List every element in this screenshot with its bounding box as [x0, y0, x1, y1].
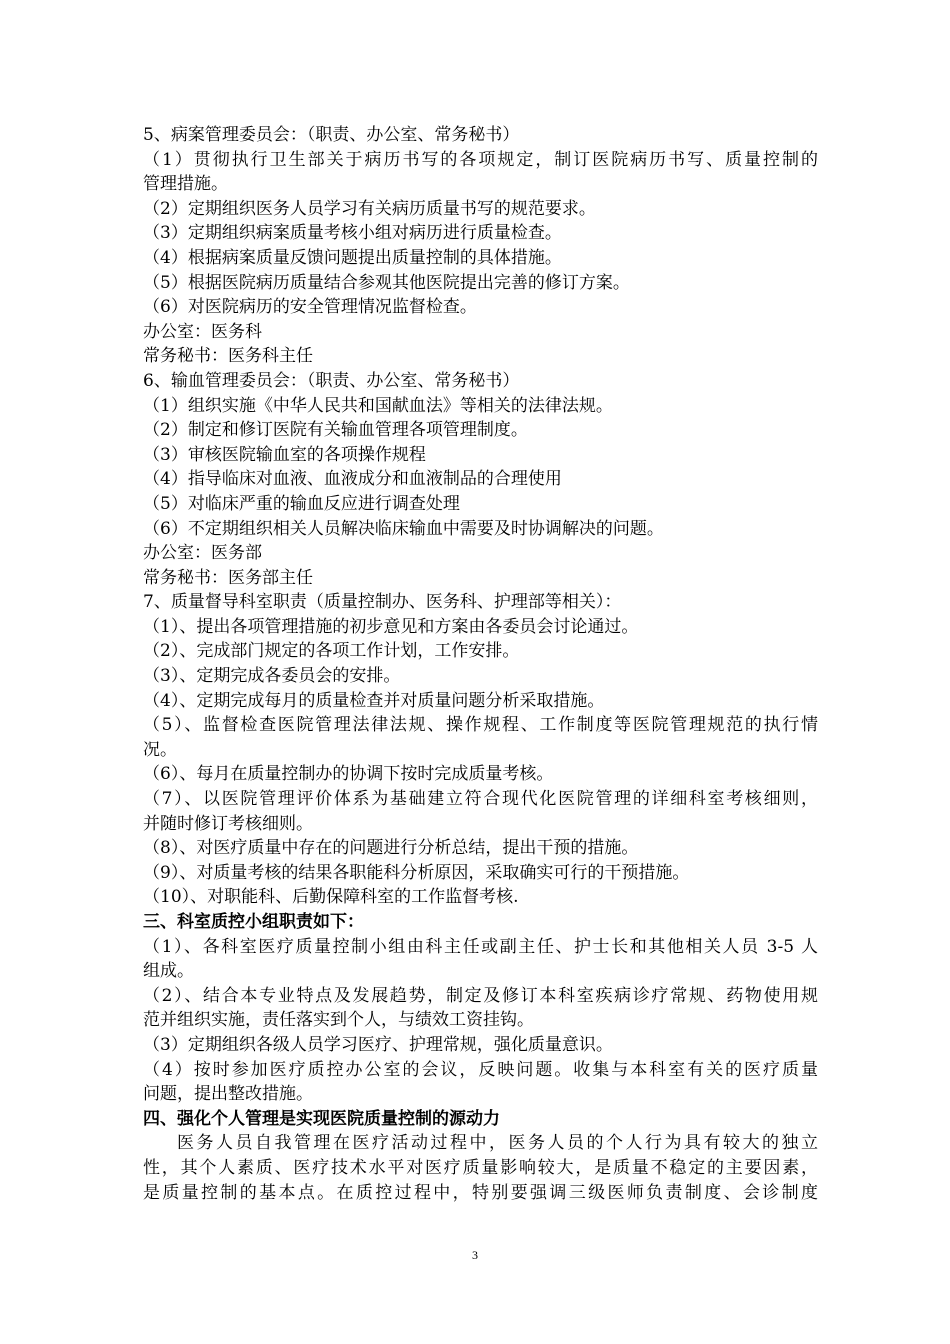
- text-line: 常务秘书：医务部主任: [143, 567, 313, 588]
- section-heading: 三、科室质控小组职责如下：: [143, 912, 364, 932]
- text-line: （5）根据医院病历质量结合参观其他医院提出完善的修订方案。: [143, 272, 630, 293]
- text-line: （2）、结合本专业特点及发展趋势，制定及修订本科室疾病诊疗常规、药物使用规: [143, 985, 818, 1006]
- text-line: 7、质量督导科室职责（质量控制办、医务科、护理部等相关）：: [143, 592, 622, 613]
- text-line: （5）、监督检查医院管理法律法规、操作规程、工作制度等医院管理规范的执行情: [143, 715, 818, 736]
- text-line: 6、输血管理委员会：（职责、办公室、常务秘书）: [143, 370, 520, 391]
- text-line: （4）按时参加医疗质控办公室的会议，反映问题。收集与本科室有关的医疗质量: [143, 1059, 818, 1080]
- text-line: 办公室：医务科: [143, 321, 262, 342]
- text-line: （3）定期组织病案质量考核小组对病历进行质量检查。: [143, 223, 562, 244]
- text-line: 范并组织实施，责任落实到个人，与绩效工资挂钩。: [143, 1010, 534, 1031]
- text-line: （3）审核医院输血室的各项操作规程: [143, 444, 426, 465]
- text-line: （4）、定期完成每月的质量检查并对质量问题分析采取措施。: [143, 690, 605, 711]
- text-line: （4）根据病案质量反馈问题提出质量控制的具体措施。: [143, 247, 562, 268]
- text-line: 组成。: [143, 961, 194, 982]
- text-line: 是质量控制的基本点。在质控过程中，特别要强调三级医师负责制度、会诊制度: [143, 1182, 818, 1203]
- text-line: （2）制定和修订医院有关输血管理各项管理制度。: [143, 420, 528, 441]
- text-line: （10）、对职能科、后勤保障科室的工作监督考核.: [143, 887, 519, 908]
- text-line: 5、病案管理委员会：（职责、办公室、常务秘书）: [143, 125, 520, 145]
- text-line: （8）、对医疗质量中存在的问题进行分析总结，提出干预的措施。: [143, 838, 639, 859]
- document-body: [143, 123, 818, 1205]
- text-line: 医务人员自我管理在医疗活动过程中，医务人员的个人行为具有较大的独立: [177, 1133, 818, 1154]
- text-line: （6）、每月在质量控制办的协调下按时完成质量考核。: [143, 764, 554, 785]
- text-line: （5）对临床严重的输血反应进行调查处理: [143, 493, 460, 514]
- text-line: 问题，提出整改措施。: [143, 1084, 313, 1105]
- text-line: 并随时修订考核细则。: [143, 813, 313, 834]
- text-line: （1）贯彻执行卫生部关于病历书写的各项规定，制订医院病历书写、质量控制的: [143, 149, 818, 170]
- text-line: （1）组织实施《中华人民共和国献血法》等相关的法律法规。: [143, 395, 613, 416]
- text-line: 管理措施。: [143, 174, 228, 195]
- text-line: 性，其个人素质、医疗技术水平对医疗质量影响较大，是质量不稳定的主要因素，: [143, 1157, 818, 1178]
- text-line: （7）、以医院管理评价体系为基础建立符合现代化医院管理的详细科室考核细则，: [143, 789, 818, 810]
- text-line: 办公室：医务部: [143, 543, 262, 564]
- text-line: （9）、对质量考核的结果各职能科分析原因，采取确实可行的干预措施。: [143, 862, 690, 883]
- text-line: 况。: [143, 739, 177, 760]
- section-heading: 四、强化个人管理是实现医院质量控制的源动力: [143, 1108, 500, 1129]
- text-line: （4）指导临床对血液、血液成分和血液制品的合理使用: [143, 469, 562, 490]
- text-line: （6）对医院病历的安全管理情况监督检查。: [143, 297, 477, 318]
- text-line: （2）定期组织医务人员学习有关病历质量书写的规范要求。: [143, 198, 596, 219]
- text-line: 常务秘书：医务科主任: [143, 346, 313, 367]
- text-line: （3）、定期完成各委员会的安排。: [143, 666, 401, 687]
- text-line: （2）、完成部门规定的各项工作计划，工作安排。: [143, 641, 520, 662]
- text-line: （1）、提出各项管理措施的初步意见和方案由各委员会讨论通过。: [143, 616, 639, 637]
- page-number: 3: [472, 1248, 478, 1262]
- text-line: （1）、各科室医疗质量控制小组由科主任或副主任、护士长和其他相关人员 3-5 人: [143, 936, 818, 957]
- text-line: （6）不定期组织相关人员解决临床输血中需要及时协调解决的问题。: [143, 518, 664, 539]
- text-line: （3）定期组织各级人员学习医疗、护理常规，强化质量意识。: [143, 1034, 613, 1055]
